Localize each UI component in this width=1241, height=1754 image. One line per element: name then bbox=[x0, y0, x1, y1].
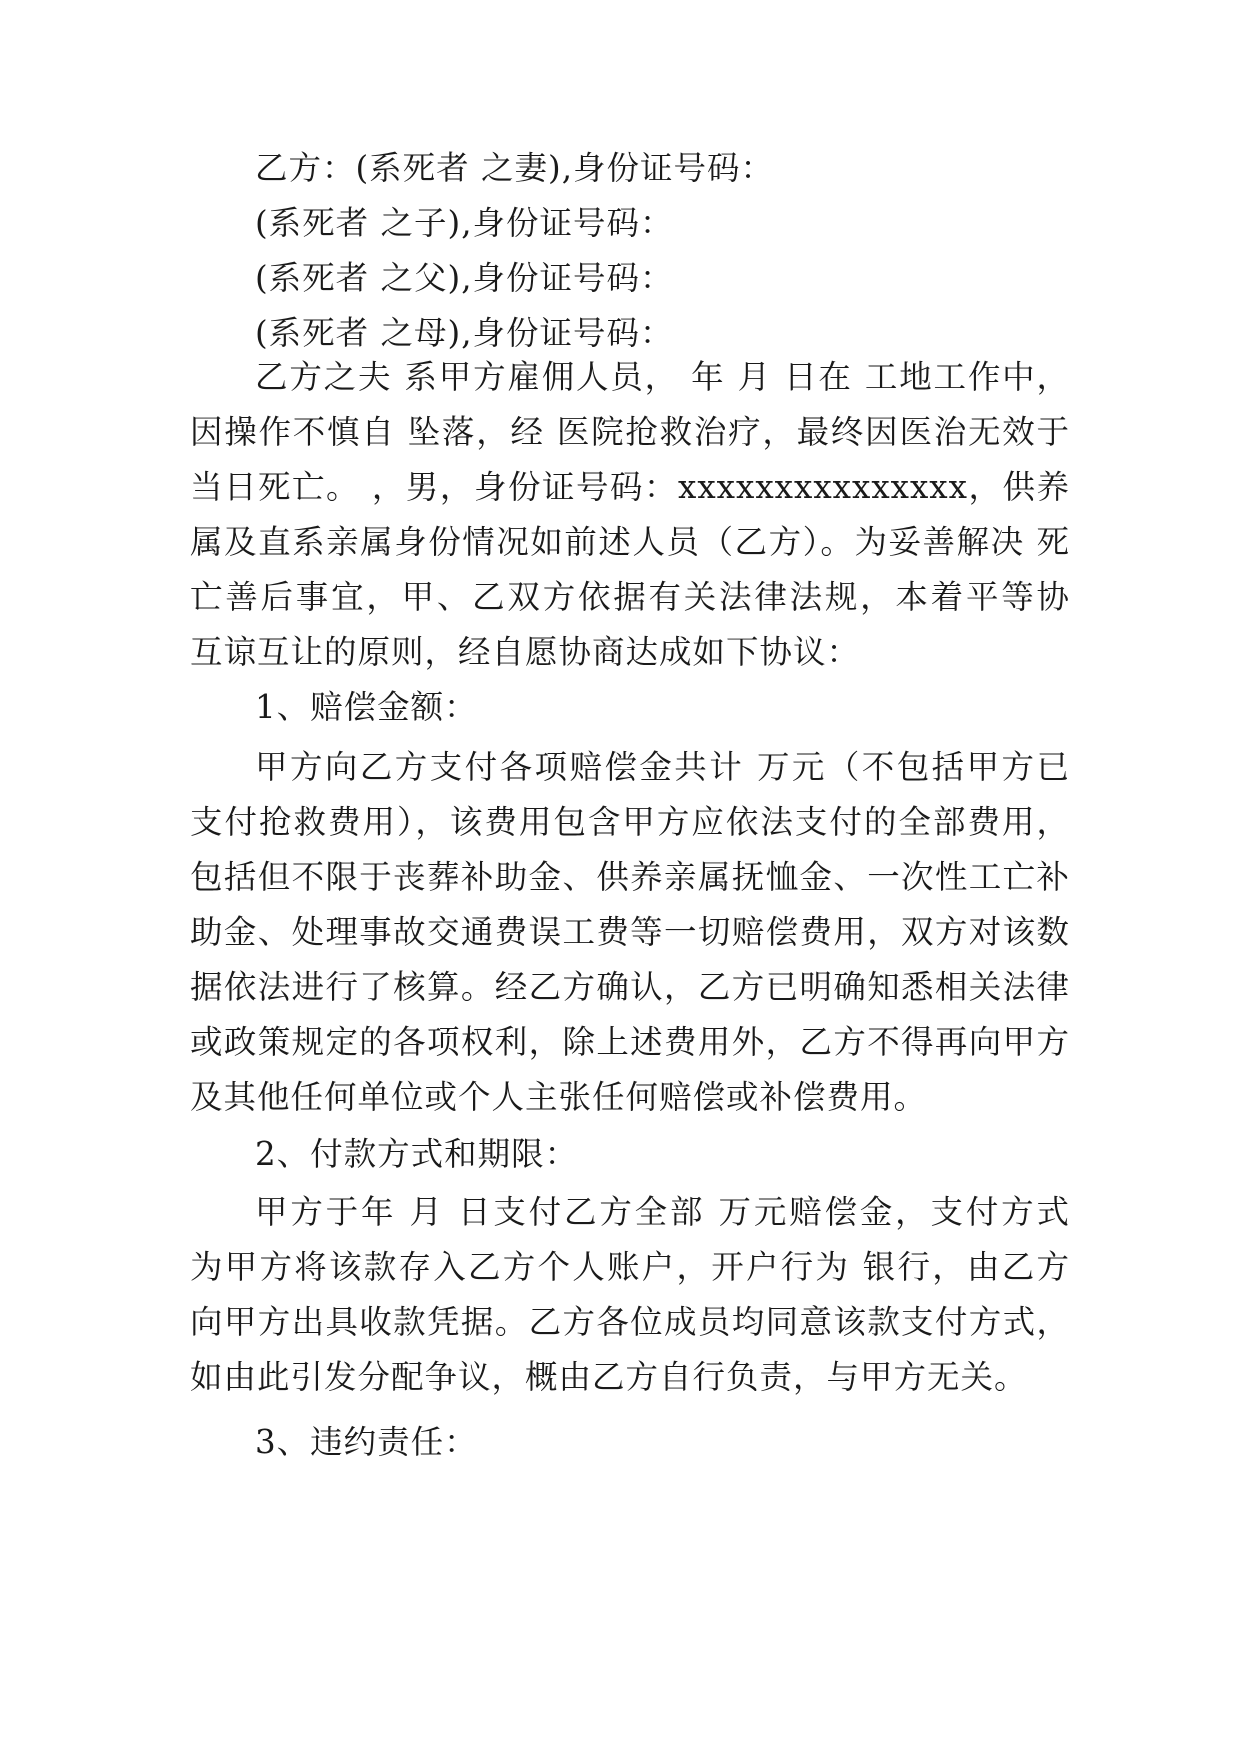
party-b-wife-line: 乙方：(系死者 之妻),身份证号码： bbox=[255, 149, 775, 187]
payment-paragraph-line: 甲方于年 月 日支付乙方全部 万元赔偿金，支付方式 bbox=[255, 1193, 1070, 1231]
party-b-father-line: (系死者 之父),身份证号码： bbox=[255, 259, 674, 297]
compensation-paragraph-line: 甲方向乙方支付各项赔偿金共计 万元（不包括甲方已 bbox=[255, 748, 1070, 786]
paragraph-background-line: 亡善后事宜，甲、乙双方依据有关法律法规，本着平等协 bbox=[190, 578, 1070, 616]
party-b-son-line: (系死者 之子),身份证号码： bbox=[255, 204, 674, 242]
compensation-paragraph-line: 或政策规定的各项权利，除上述费用外，乙方不得再向甲方 bbox=[190, 1023, 1070, 1061]
section-heading-compensation: 1、赔偿金额： bbox=[255, 688, 478, 726]
payment-paragraph-line: 如由此引发分配争议，概由乙方自行负责，与甲方无关。 bbox=[190, 1358, 1028, 1396]
payment-paragraph-line: 向甲方出具收款凭据。乙方各位成员均同意该款支付方式， bbox=[190, 1303, 1070, 1341]
section-heading-liability: 3、违约责任： bbox=[255, 1423, 478, 1461]
paragraph-background-line: 属及直系亲属身份情况如前述人员（乙方）。为妥善解决 死 bbox=[190, 523, 1070, 561]
payment-paragraph-line: 为甲方将该款存入乙方个人账户，开户行为 银行，由乙方 bbox=[190, 1248, 1070, 1286]
compensation-paragraph-line: 据依法进行了核算。经乙方确认，乙方已明确知悉相关法律 bbox=[190, 968, 1070, 1006]
paragraph-background-line: 乙方之夫 系甲方雇佣人员， 年 月 日在 工地工作中， bbox=[255, 358, 1070, 396]
compensation-paragraph-line: 包括但不限于丧葬补助金、供养亲属抚恤金、一次性工亡补 bbox=[190, 858, 1070, 896]
party-b-mother-line: (系死者 之母),身份证号码： bbox=[255, 314, 674, 352]
compensation-paragraph-line: 助金、处理事故交通费误工费等一切赔偿费用，双方对该数 bbox=[190, 913, 1070, 951]
paragraph-background-line: 因操作不慎自 坠落，经 医院抢救治疗，最终因医治无效于 bbox=[190, 413, 1070, 451]
paragraph-background-line: 互谅互让的原则，经自愿协商达成如下协议： bbox=[190, 633, 861, 671]
compensation-paragraph-line: 及其他任何单位或个人主张任何赔偿或补偿费用。 bbox=[190, 1078, 928, 1116]
compensation-paragraph-line: 支付抢救费用），该费用包含甲方应依法支付的全部费用， bbox=[190, 803, 1070, 841]
section-heading-payment: 2、付款方式和期限： bbox=[255, 1135, 579, 1173]
paragraph-background-line: 当日死亡。 ，男，身份证号码：xxxxxxxxxxxxxxx，供养 bbox=[190, 468, 1070, 506]
